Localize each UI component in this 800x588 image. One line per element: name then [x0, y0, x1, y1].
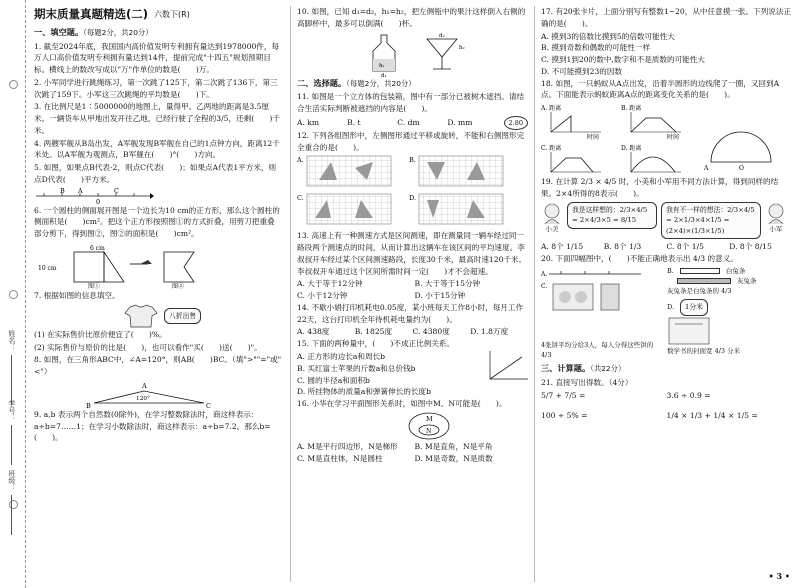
point-C-label: C — [114, 186, 119, 195]
q6-figures — [34, 242, 282, 288]
boy-icon — [765, 202, 787, 224]
column-left — [34, 6, 282, 582]
point-B-label: B — [60, 186, 65, 195]
class-label: 班级： — [7, 470, 16, 491]
q17-option-b[interactable]: B. 摸到奇数和偶数的可能性一样 — [541, 43, 651, 53]
binding-hole — [9, 290, 18, 299]
page-title — [34, 6, 282, 24]
xiaojun-bubble: 我有不一样的想法：2/3×4/5 = 2×1/3×4×1/5 = (2×4)×(1/3×1/5) — [661, 202, 761, 240]
q15-option-b[interactable]: B. 买红富士苹果的斤数a和总价钱b — [297, 363, 416, 373]
bottle-glass-figure — [367, 31, 487, 79]
id-line[interactable] — [11, 425, 12, 465]
q20-c-caption: 4张饼平均分给3人，每人分得这些饼的 4/3 — [541, 340, 654, 359]
q20-d-label: 1分米 — [680, 299, 708, 316]
svg-text:C.: C. — [541, 282, 548, 290]
svg-text:时间: 时间 — [587, 134, 600, 142]
column-middle — [290, 6, 528, 582]
q20-b-caption: 灰兔条是白兔条的 4/3 — [667, 286, 732, 295]
q17-option-d[interactable]: D. 不可能摸到23的因数 — [541, 66, 623, 76]
question-11[interactable]: 11. 如图是一个立方体的包装箱，图中有一部分已被树木遮挡。请结合生活实际判断被遮挡的内容是( )。 — [297, 92, 525, 113]
q13-options — [297, 278, 528, 302]
question-14[interactable]: 14. 不歇小娟打印机耗电0.05度，某小班每天工作8小时，每月工作22天，这台打印机全年待机耗电量约为( )。 — [297, 302, 524, 324]
q11-option-c[interactable]: C. dm — [397, 117, 420, 127]
q17-option-a[interactable]: A. 摸到3的倍数比摸到5的倍数可能性大 — [541, 31, 675, 41]
q12-option-c: C. — [297, 194, 304, 203]
q14-option-b[interactable]: B. 1825度 — [354, 327, 393, 337]
q16-option-d[interactable]: D. M是奇数，N是质数 — [414, 453, 493, 463]
q6-left-label: 10 cm — [38, 265, 57, 272]
question-5[interactable]: 5. 如图，如果点B代表-2，则点C代表( )；如果点A代表1平方米，则点D代表( )平方米。 — [34, 163, 277, 184]
q6-side-label: 6 cm — [90, 245, 105, 252]
q18-option-a: A. 距离 — [541, 105, 562, 113]
angle-label: 120° — [136, 395, 150, 402]
section-fill-heading: 一、填空题。（每题2分，共20分） — [34, 26, 153, 37]
q13-option-b[interactable]: B. 大于等于15分钟 — [414, 279, 481, 289]
question-21[interactable]: 21. 直接写出得数。（4分） — [541, 377, 633, 387]
q12-option-d: D. — [409, 194, 417, 203]
q15-option-c[interactable]: C. 圆的半径a和面积b — [297, 375, 370, 385]
binding-margin — [0, 0, 26, 588]
q11-options — [297, 117, 498, 129]
question-8[interactable]: 8. 如图，在三角形ABC中，∠A=120°，则AB( )BC。（填">""="或"<"） — [34, 355, 282, 377]
name-line[interactable] — [11, 355, 12, 405]
question-19[interactable]: 19. 在计算 2/3 × 4/5 时，小美和小军用不同方法计算，得到同样的结果。2×4所得的8表示( )。 — [541, 177, 779, 198]
question-6[interactable]: 6. 一个圆柱的侧面展开图是一个边长为10 cm的正方形，那么这个圆柱的侧面积是( )cm²。把这个正方形按照图①的方式折叠，用剪刀把重叠部分剪下，得到图②，图②的面积是( )cm²。 — [34, 205, 280, 239]
xiaomei-bubble: 我是这样想的：2/3×4/5 = 2×4/3×5 = 8/15 — [567, 202, 657, 229]
shirt-icon — [124, 303, 158, 329]
question-16[interactable]: 16. 小华在学习平面图形关系时，如图中M、N可能是( )。 — [297, 399, 507, 409]
q18-option-b: B. 距离 — [621, 105, 642, 113]
q21-items — [541, 390, 792, 422]
question-4[interactable]: 4. 两艘军舰从B岛出发，A军舰发现B军舰在自己的1点钟方向，距离12千米处。以A军舰为观测点，B军舰在( )°( )方向。 — [34, 138, 280, 160]
h1-label: h₁ — [379, 62, 385, 69]
set-N-label: N — [426, 427, 432, 435]
set-M-label: M — [426, 414, 433, 423]
q14-option-d[interactable]: D. 1.8万度 — [470, 327, 509, 337]
name-label: 姓名： — [7, 330, 16, 351]
question-3[interactable]: 3. 在比例尺是1∶5000000的地图上，量得甲、乙两地的距离是3.5厘米。一辆货车从甲地出发开往乙地，已经行驶了全程的3/5，还剩( )千米。 — [34, 102, 280, 135]
point-A-label: A — [78, 186, 83, 195]
point-A-label: A — [704, 165, 709, 173]
page-number: • 3 • — [768, 570, 790, 581]
q16-venn-figure — [407, 411, 451, 441]
question-20[interactable]: 20. 下面四幅图中，( )不能正确地表示出 4/3 的意义。 — [541, 254, 738, 264]
q6-fig2-label: 图② — [172, 283, 185, 290]
q16-options — [297, 441, 528, 465]
point-0-label: 0 — [96, 197, 101, 206]
q16-option-b[interactable]: B. M是直角，N是平角 — [414, 441, 493, 451]
q17-options — [541, 31, 792, 78]
q20-d-caption: 数学书的封面宽 4/3 分米 — [667, 346, 741, 355]
section-choice-heading: 二、选择题。（每题2分，共20分） — [297, 77, 416, 88]
student-id-label: 学号： — [7, 400, 16, 421]
number-line-figure — [34, 187, 154, 205]
q12-grid-figures — [297, 154, 517, 230]
discount-tag: 八折出售 — [164, 308, 201, 325]
q21-item-1[interactable]: 5/7 + 7/5 = — [541, 391, 586, 401]
q11-option-d[interactable]: D. mm — [447, 117, 473, 127]
q20-option-c-figure — [541, 280, 661, 340]
q15-graph-icon — [488, 351, 528, 381]
q20-option-a-line — [541, 266, 651, 280]
question-1[interactable]: 1. 截至2024年底，我国国内高价值发明专利拥有量达到1978000件，每万人口高价值发明专利拥有量达到14件，提前完成"十四五"规划预期目标。横线上的数改写成以"万"作单位的数是( )万。 — [34, 41, 280, 75]
exam-title: 期末质量真题精选(二) — [34, 7, 149, 21]
q20-figures — [541, 266, 792, 360]
question-15[interactable]: 15. 下面的两种量中，( )不成正比例关系。 — [297, 339, 455, 349]
q18-graphs — [541, 102, 791, 176]
question-13[interactable]: 13. 高速上有一种测速方式是区间测速，即在测量同一辆车经过同一路段两个测速点的时间，从而计算出这辆车在该区间的平均速度。李叔叔开车经过某个区间测速路段，长度30千米，最高时速120千米。李叔叔开车通过这个区间所需时间一定( )才不会超速。 — [297, 231, 527, 276]
q20-left-figures — [541, 266, 661, 360]
q14-options — [297, 326, 528, 338]
girl-icon — [541, 202, 563, 224]
q19-options — [541, 241, 792, 253]
q19-option-b[interactable]: B. 8个 1/3 — [603, 242, 642, 252]
section-calc-heading: 三、计算题。（共22分） — [541, 362, 626, 373]
question-17[interactable]: 17. 有20张卡片，上面分别写有整数1~20，从中任意摸一张。下列说法正确的是( )。 — [541, 7, 792, 28]
question-7[interactable]: 7. 根据如图的信息填空。 — [34, 291, 120, 300]
q15-option-d[interactable]: D. 所挂物体的质量a和弹簧伸长的长度b — [297, 387, 431, 397]
q11-option-b[interactable]: B. t — [347, 117, 361, 127]
q19-option-a[interactable]: A. 8个 1/15 — [541, 242, 584, 252]
q20-right-figures: B. 白兔条 灰兔条 灰兔条是白兔条的 4/3 D. 1分米 数学书的封面宽 4/3 分米 — [667, 266, 792, 356]
student-xiaomei: 小美 — [541, 202, 563, 234]
svg-text:A.: A. — [541, 270, 548, 278]
q14-option-a[interactable]: A. 438度 — [297, 327, 330, 337]
d2-label: d₂ — [439, 32, 445, 39]
q21-item-2[interactable]: 3.6 ÷ 0.9 = — [666, 391, 711, 401]
q15-option-a[interactable]: A. 正方形的边长a和周长b — [297, 352, 386, 362]
q14-option-c[interactable]: C. 4380度 — [412, 327, 450, 337]
q13-option-d[interactable]: D. 小于15分钟 — [414, 291, 466, 301]
student-xiaojun: 小军 — [765, 202, 787, 234]
d1-label: d₁ — [381, 72, 387, 79]
q21-item-3[interactable]: 100 ÷ 5% = — [541, 411, 588, 421]
point-O-label: O — [739, 165, 744, 173]
q12-option-b: B. — [409, 156, 416, 165]
question-2[interactable]: 2. 小军同学进行跳绳练习，第一次跳了125下，第二次跳了136下，第三次跳了159下。小军这三次跳绳的平均数是( )下。 — [34, 77, 278, 99]
q13-option-a[interactable]: A. 大于等于12分钟 — [297, 279, 363, 289]
q13-option-c[interactable]: C. 小于12分钟 — [297, 291, 348, 301]
q18-option-c: C. 距离 — [541, 145, 562, 153]
question-9[interactable]: 9. a,b 表示两个自然数(0除外)，在学习整数除法时，商这样表示：a÷b=7……1；在学习小数除法时，商这样表示：a÷b=7.2。那么b=( )。 — [34, 409, 271, 443]
q21-item-4[interactable]: 1/4 × 1/3 + 1/4 × 1/5 = — [666, 411, 758, 421]
q6-fig1-label: 图① — [88, 283, 101, 290]
vertex-C: C — [206, 401, 211, 410]
svg-text:时间: 时间 — [667, 134, 680, 142]
question-10[interactable]: 10. 如图，已知 d₁=d₂，h₁=h₂，把左侧瓶中的果汁这样倒入右侧的高脚杯中，最多可以倒满( )杯。 — [297, 7, 526, 28]
triangle-figure — [84, 379, 224, 409]
q19-option-d[interactable]: D. 8个 8/15 — [729, 242, 772, 252]
subject-label: 六数下(R) — [154, 9, 190, 19]
q16-option-a[interactable]: A. M是平行四边形，N是梯形 — [297, 441, 398, 451]
q17-option-c[interactable]: C. 摸到1到20的数中,数字和不是质数的可能性大 — [541, 55, 705, 65]
q19-option-c[interactable]: C. 8个 1/5 — [666, 242, 704, 252]
q11-option-a[interactable]: A. km — [297, 117, 320, 127]
question-7-part2[interactable]: (2) 实际售价与原价的比是( )，也可以看作"买( )送( )"。 — [34, 342, 262, 352]
q16-option-c[interactable]: C. M是直柱体，N是圆柱 — [297, 453, 383, 463]
vertex-B: B — [86, 401, 91, 410]
arrow-icon — [140, 260, 152, 264]
white-bar-label: 白兔条 — [725, 266, 746, 275]
q18-option-d: D. 距离 — [621, 145, 642, 153]
q12-option-a: A. — [297, 156, 304, 165]
math-book-icon — [667, 316, 713, 346]
question-7-part1[interactable]: (1) 在实际售价比原价便宜了( )%。 — [34, 329, 167, 339]
class-line[interactable] — [11, 495, 12, 535]
gray-bar-label: 灰兔条 — [737, 276, 757, 285]
q6-fold-figure — [34, 242, 214, 288]
question-18[interactable]: 18. 如图，一只蚂蚁从A点出发，沿着半圆形的边线爬了一圈，又回到A点。下面能表示蚂蚁距离A点的距离变化关系的是( )。 — [541, 78, 780, 100]
binding-hole — [9, 80, 18, 89]
semicircle-path — [711, 132, 771, 162]
column-right — [534, 6, 792, 582]
h2-label: h₂ — [459, 44, 465, 51]
vertex-A: A — [142, 381, 147, 390]
q15-options — [297, 351, 482, 398]
question-12[interactable]: 12. 下列各组图形中，左侧图形通过平移或旋转，不能和右侧图形完全重合的是( )。 — [297, 130, 525, 152]
size-stamp: 2.80 — [504, 116, 528, 130]
